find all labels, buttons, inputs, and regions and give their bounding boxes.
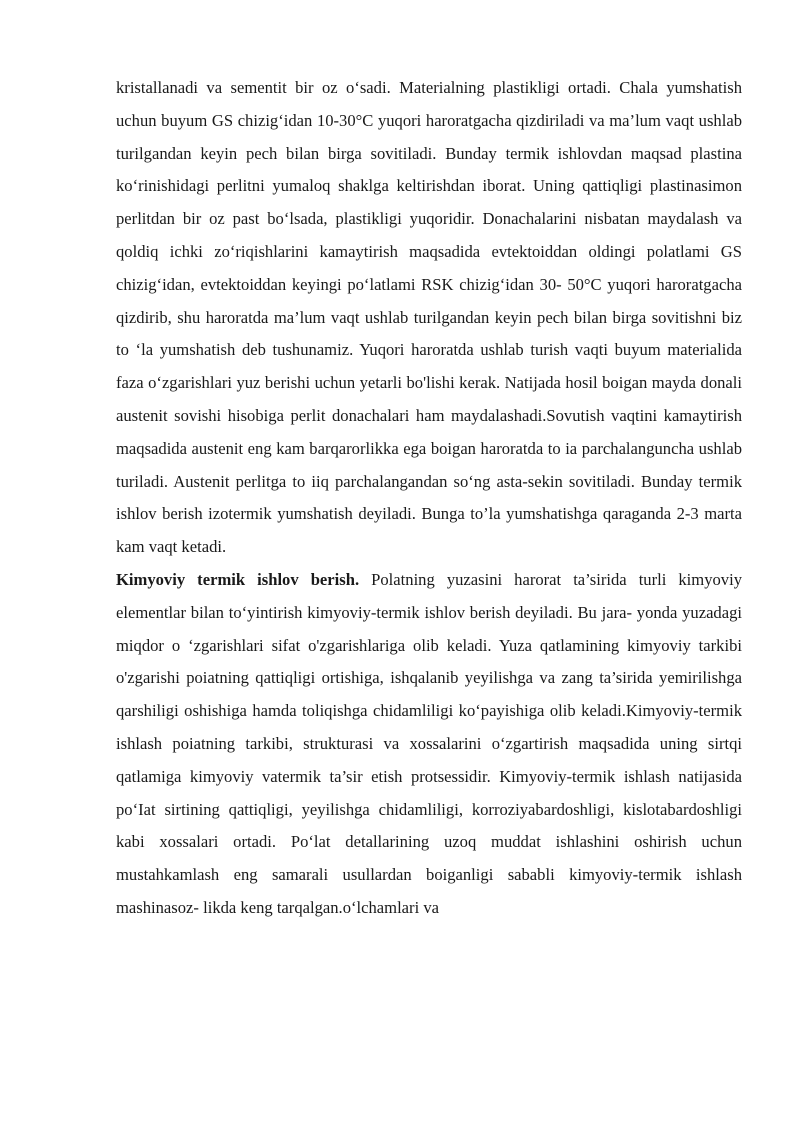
paragraph-kimyoviy-termik-text: Polatning yuzasini harorat ta’sirida turli kimyoviy elementlar bilan to‘yintirish kimyoviy-termik ishlov berish deyiladi. Bu jara- yonda yuzadagi miqdor o ‘zgarishlari sifat o'zgarishlariga olib keladi. Yuza qatlamining kimyoviy tarkibi o'zgarishi poiatning qattiqligi ortishiga, ishqalanib yeyilishga va zang ta’sirida yemirilishga qarshiligi oshishiga hamda toliqishga chidamliligi ko‘payishiga olib keladi.Kimyoviy-termik ishlash poiatning tarkibi, strukturasi va xossalarini o‘zgartirish maqsadida uning sirtqi qatlamiga kimyoviy vatermik ta’sir etish protsessidir. Kimyoviy-termik ishlash natijasida po‘Iat sirtining qattiqligi, yeyilishga chidamliligi, korroziyabardoshligi, kislotabardoshligi kabi xossalari ortadi. Po‘lat detallarining uzoq muddat ishlashini oshirish uchun mustahkamlash eng samarali usullardan boiganligi sababli kimyoviy-termik ishlash mashinasoz- likda keng tarqalgan.o‘lchamlari va xyxy=(116,569,743,917)
section-heading: Kimyoviy termik ishlov berish. xyxy=(116,569,360,589)
paragraph-kimyoviy-termik xyxy=(116,564,742,925)
body-text xyxy=(116,72,742,925)
paragraph-yumshatish: kristallanadi va sementit bir oz o‘sadi. Materialning plastikligi ortadi. Chala yumshatish uchun buyum GS chizig‘idan 10-30°C yuqori haroratgacha qizdiriladi va ma’lum vaqt ushlab turilgandan keyin pech bilan birga sovitiladi. Bunday termik ishlovdan maqsad plastina ko‘rinishidagi perlitni yumaloq shaklga keltirishdan iborat. Uning qattiqligi plastinasimon perlitdan bir oz past bo‘lsada, plastikligi yuqoridir. Donachalarini nisbatan maydalash va qoldiq ichki zo‘riqishlarini kamaytirish maqsadida evtektoiddan oldingi polatlami GS chizig‘idan, evtektoiddan keyingi po‘latlami RSK chizig‘idan 30- 50°C yuqori haroratgacha qizdirib, shu haroratda ma’lum vaqt ushlab turilgandan keyin pech bilan birga sovitishni biz to ‘la yumshatish deb tushunamiz. Yuqori haroratda ushlab turish vaqti buyum materialida faza o‘zgarishlari yuz berishi uchun yetarli bo'lishi kerak. Natijada hosil boigan mayda donali austenit sovishi hisobiga perlit donachalari ham maydalashadi.Sovutish vaqtini kamaytirish maqsadida austenit eng kam barqarorlikka ega boigan haroratda to ia parchalanguncha ushlab turiladi. Austenit perlitga to iiq parchalangandan so‘ng asta-sekin sovitiladi. Bunday termik ishlov berish izotermik yumshatish deyiladi. Bunga to’la yumshatishga qaraganda 2-3 marta kam vaqt ketadi. xyxy=(116,78,742,557)
